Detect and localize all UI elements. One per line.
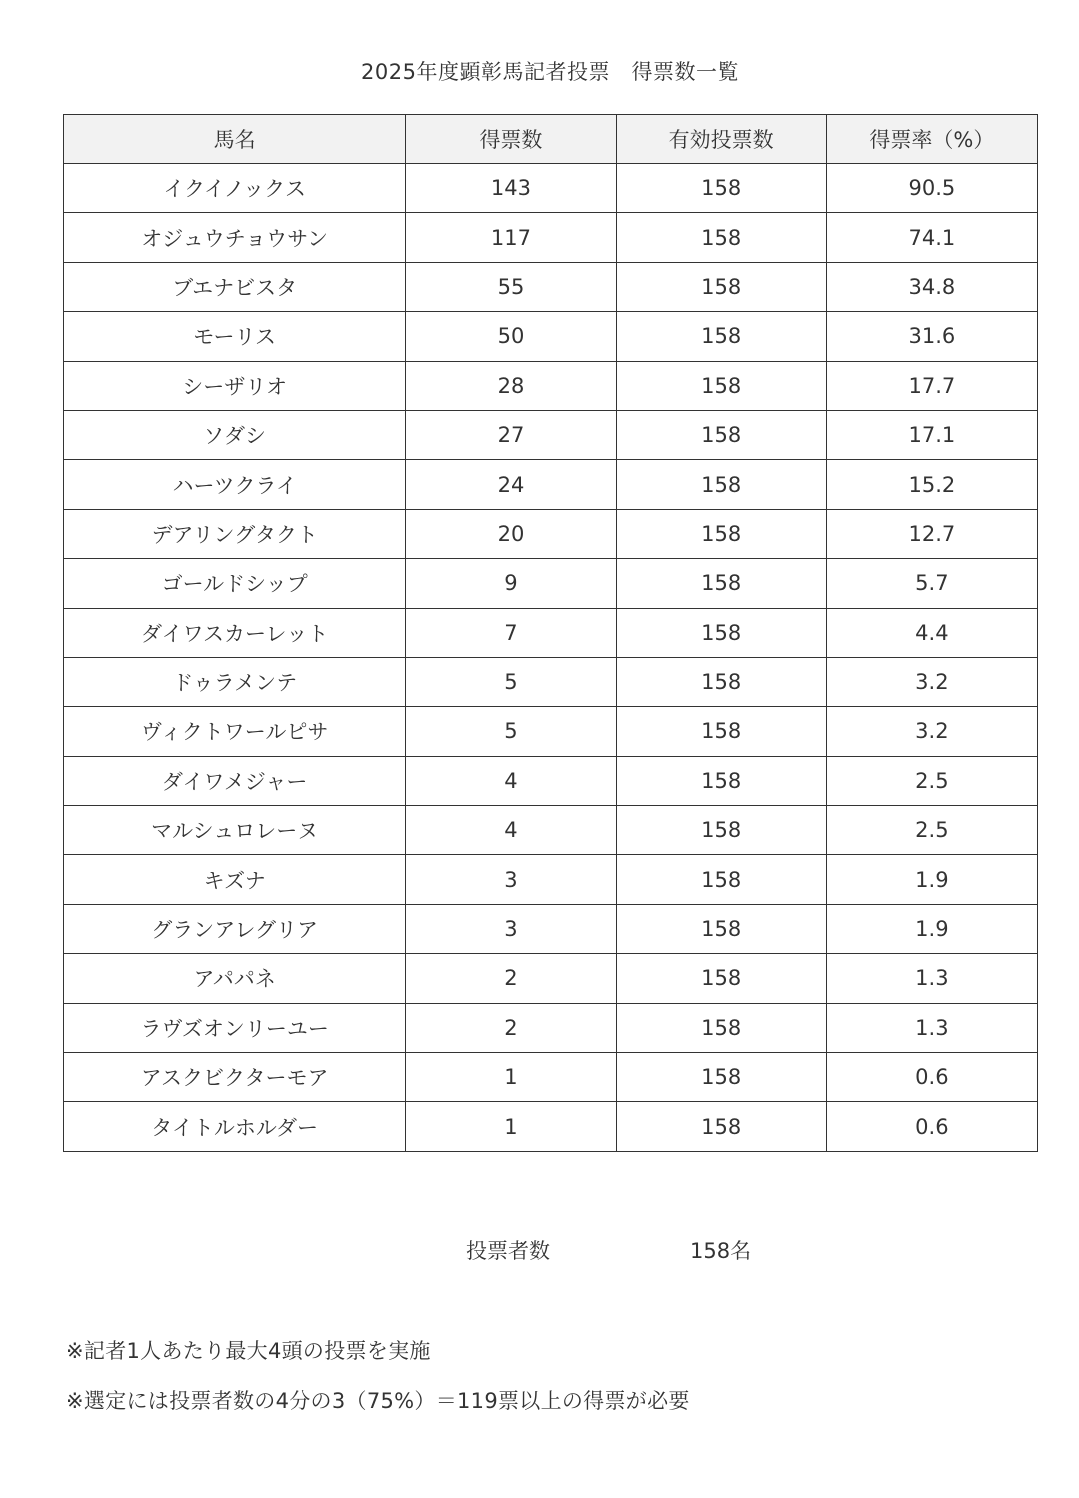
cell-vote-rate: 74.1: [826, 213, 1037, 262]
table-row: [64, 312, 1038, 361]
cell-vote-rate: 0.6: [826, 1102, 1037, 1151]
cell-horse-name: ソダシ: [64, 410, 406, 459]
cell-vote-rate: 3.2: [826, 657, 1037, 706]
cell-vote-rate: 31.6: [826, 312, 1037, 361]
cell-horse-name: タイトルホルダー: [64, 1102, 406, 1151]
cell-votes: 50: [406, 312, 616, 361]
cell-horse-name: マルシュロレーヌ: [64, 806, 406, 855]
cell-vote-rate: 0.6: [826, 1053, 1037, 1102]
header-valid-votes: 有効投票数: [616, 115, 826, 164]
cell-valid-votes: 158: [616, 855, 826, 904]
header-vote-rate: 得票率（%）: [826, 115, 1037, 164]
cell-votes: 1: [406, 1102, 616, 1151]
cell-votes: 3: [406, 855, 616, 904]
cell-vote-rate: 1.9: [826, 855, 1037, 904]
cell-horse-name: デアリングタクト: [64, 509, 406, 558]
cell-votes: 28: [406, 361, 616, 410]
cell-votes: 117: [406, 213, 616, 262]
cell-valid-votes: 158: [616, 707, 826, 756]
cell-vote-rate: 12.7: [826, 509, 1037, 558]
cell-valid-votes: 158: [616, 361, 826, 410]
table-header-row: [64, 115, 1038, 164]
cell-valid-votes: 158: [616, 954, 826, 1003]
cell-valid-votes: 158: [616, 1102, 826, 1151]
table-row: [64, 657, 1038, 706]
cell-votes: 1: [406, 1053, 616, 1102]
cell-horse-name: グランアレグリア: [64, 904, 406, 953]
cell-votes: 2: [406, 954, 616, 1003]
cell-horse-name: オジュウチョウサン: [64, 213, 406, 262]
cell-valid-votes: 158: [616, 559, 826, 608]
cell-vote-rate: 17.1: [826, 410, 1037, 459]
cell-votes: 143: [406, 164, 616, 213]
cell-vote-rate: 1.3: [826, 954, 1037, 1003]
cell-votes: 24: [406, 460, 616, 509]
cell-valid-votes: 158: [616, 312, 826, 361]
cell-votes: 4: [406, 756, 616, 805]
page-title: 2025年度顕彰馬記者投票 得票数一覧: [361, 60, 739, 84]
note-max-votes: ※記者1人あたり最大4頭の投票を実施: [66, 1339, 431, 1363]
cell-votes: 55: [406, 262, 616, 311]
cell-vote-rate: 90.5: [826, 164, 1037, 213]
cell-valid-votes: 158: [616, 608, 826, 657]
cell-vote-rate: 2.5: [826, 756, 1037, 805]
table-body: [64, 164, 1038, 1152]
table-row: [64, 213, 1038, 262]
cell-horse-name: キズナ: [64, 855, 406, 904]
cell-valid-votes: 158: [616, 756, 826, 805]
header-votes: 得票数: [406, 115, 616, 164]
table-row: [64, 1053, 1038, 1102]
cell-valid-votes: 158: [616, 509, 826, 558]
table-row: [64, 460, 1038, 509]
cell-valid-votes: 158: [616, 904, 826, 953]
cell-horse-name: ブエナビスタ: [64, 262, 406, 311]
cell-valid-votes: 158: [616, 262, 826, 311]
cell-votes: 9: [406, 559, 616, 608]
cell-valid-votes: 158: [616, 460, 826, 509]
cell-horse-name: ダイワスカーレット: [64, 608, 406, 657]
cell-votes: 7: [406, 608, 616, 657]
table-row: [64, 904, 1038, 953]
cell-votes: 2: [406, 1003, 616, 1052]
table-row: [64, 361, 1038, 410]
cell-votes: 20: [406, 509, 616, 558]
table-row: [64, 806, 1038, 855]
cell-votes: 4: [406, 806, 616, 855]
table-row: [64, 1102, 1038, 1151]
cell-horse-name: イクイノックス: [64, 164, 406, 213]
vote-results-table: [63, 114, 1038, 1152]
cell-valid-votes: 158: [616, 657, 826, 706]
cell-horse-name: ラヴズオンリーユー: [64, 1003, 406, 1052]
table-row: [64, 707, 1038, 756]
table-row: [64, 262, 1038, 311]
voter-count-label: 投票者数: [466, 1239, 550, 1263]
cell-vote-rate: 5.7: [826, 559, 1037, 608]
cell-valid-votes: 158: [616, 164, 826, 213]
cell-valid-votes: 158: [616, 213, 826, 262]
cell-horse-name: ヴィクトワールピサ: [64, 707, 406, 756]
voter-count-value: 158名: [690, 1239, 752, 1263]
cell-vote-rate: 34.8: [826, 262, 1037, 311]
table-row: [64, 954, 1038, 1003]
cell-horse-name: ダイワメジャー: [64, 756, 406, 805]
cell-horse-name: シーザリオ: [64, 361, 406, 410]
cell-votes: 27: [406, 410, 616, 459]
cell-vote-rate: 1.3: [826, 1003, 1037, 1052]
cell-votes: 5: [406, 707, 616, 756]
header-horse-name: 馬名: [64, 115, 406, 164]
table-row: [64, 855, 1038, 904]
cell-vote-rate: 15.2: [826, 460, 1037, 509]
table-row: [64, 1003, 1038, 1052]
table-row: [64, 509, 1038, 558]
cell-vote-rate: 4.4: [826, 608, 1037, 657]
cell-votes: 5: [406, 657, 616, 706]
cell-vote-rate: 2.5: [826, 806, 1037, 855]
cell-horse-name: ハーツクライ: [64, 460, 406, 509]
cell-horse-name: モーリス: [64, 312, 406, 361]
table-row: [64, 608, 1038, 657]
table-row: [64, 410, 1038, 459]
cell-vote-rate: 17.7: [826, 361, 1037, 410]
table-row: [64, 559, 1038, 608]
cell-valid-votes: 158: [616, 1053, 826, 1102]
cell-valid-votes: 158: [616, 410, 826, 459]
cell-horse-name: アスクビクターモア: [64, 1053, 406, 1102]
table-row: [64, 756, 1038, 805]
cell-valid-votes: 158: [616, 1003, 826, 1052]
cell-votes: 3: [406, 904, 616, 953]
cell-vote-rate: 3.2: [826, 707, 1037, 756]
table-row: [64, 164, 1038, 213]
cell-horse-name: ドゥラメンテ: [64, 657, 406, 706]
note-selection-threshold: ※選定には投票者数の4分の3（75%）＝119票以上の得票が必要: [66, 1389, 690, 1413]
cell-horse-name: ゴールドシップ: [64, 559, 406, 608]
cell-horse-name: アパパネ: [64, 954, 406, 1003]
cell-valid-votes: 158: [616, 806, 826, 855]
cell-vote-rate: 1.9: [826, 904, 1037, 953]
